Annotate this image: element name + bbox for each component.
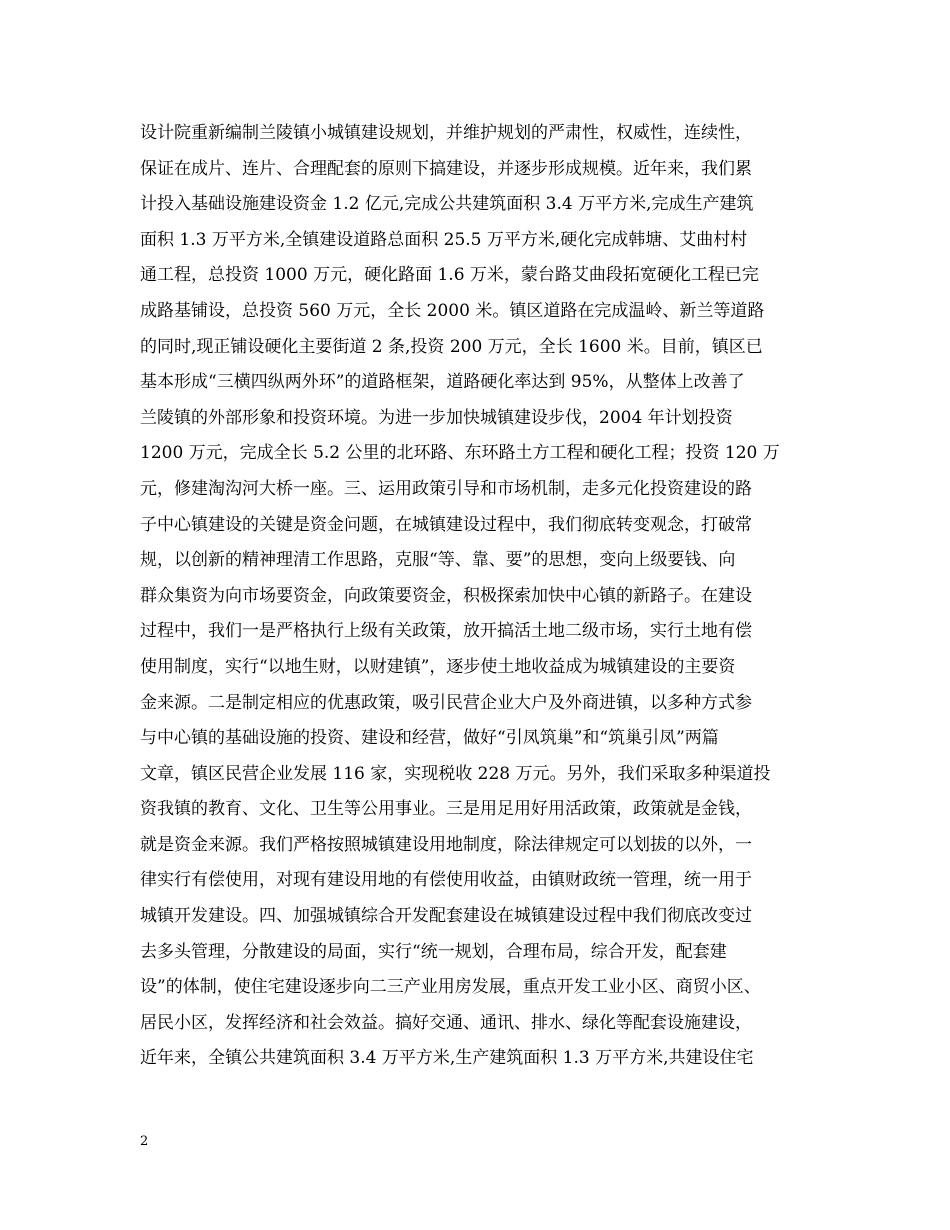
- text-line: 居民小区，发挥经济和社会效益。搞好交通、通讯、排水、绿化等配套设施建设，: [140, 1012, 752, 1033]
- text-line: 规，以创新的精神理清工作思路，克服“等、靠、要”的思想，变向上级要钱、向: [140, 550, 736, 571]
- text-line: 面积 1.3 万平方米,全镇建设道路总面积 25.5 万平方米,硬化完成韩塘、艾曲村村: [140, 229, 748, 250]
- text-line: 金来源。二是制定相应的优惠政策，吸引民营企业大户及外商进镇，以多种方式参: [140, 692, 752, 713]
- text-line: 律实行有偿使用，对现有建设用地的有偿使用收益，由镇财政统一管理，统一用于: [140, 870, 752, 891]
- text-line: 过程中，我们一是严格执行上级有关政策，放开搞活土地二级市场，实行土地有偿: [140, 621, 752, 642]
- text-line: 设计院重新编制兰陵镇小城镇建设规划，并维护规划的严肃性，权威性，连续性，: [140, 123, 752, 143]
- text-line: 设”的体制，使住宅建设逐步向二三产业用房发展，重点开发工业小区、商贸小区、: [140, 977, 761, 998]
- text-line: 使用制度，实行“以地生财，以财建镇”，逐步使土地收益成为城镇建设的主要资: [140, 656, 736, 677]
- text-line: 城镇开发建设。四、加强城镇综合开发配套建设在城镇建设过程中我们彻底改变过: [140, 906, 752, 927]
- page-number: 2: [140, 1134, 149, 1149]
- text-line: 资我镇的教育、文化、卫生等公用事业。三是用足用好用活政策，政策就是金钱，: [140, 799, 752, 820]
- text-line: 就是资金来源。我们严格按照城镇建设用地制度，除法律规定可以划拔的以外，一: [140, 834, 752, 855]
- body-text: [140, 116, 820, 1077]
- text-line: 去多头管理，分散建设的局面，实行“统一规划，合理布局，综合开发，配套建: [140, 941, 727, 962]
- text-line: 计投入基础设施建设资金 1.2 亿元,完成公共建筑面积 3.4 万平方米,完成生产建筑: [140, 194, 754, 215]
- text-line: 的同时,现正铺设硬化主要街道 2 条,投资 200 万元，全长 1600 米。目前，镇区已: [140, 336, 763, 357]
- text-line: 基本形成“三横四纵两外环”的道路框架，道路硬化率达到 95%，从整体上改善了: [140, 372, 745, 393]
- text-line: 元，修建淘沟河大桥一座。三、运用政策引导和市场机制，走多元化投资建设的路: [140, 478, 752, 499]
- text-line: 1200 万元，完成全长 5.2 公里的北环路、东环路土方工程和硬化工程；投资 120 万: [140, 443, 780, 464]
- text-line: 兰陵镇的外部形象和投资环境。为进一步加快城镇建设步伐，2004 年计划投资: [140, 407, 733, 428]
- text-line: 群众集资为向市场要资金，向政策要资金，积极探索加快中心镇的新路子。在建设: [140, 585, 752, 606]
- text-line: 成路基铺设，总投资 560 万元，全长 2000 米。镇区道路在完成温岭、新兰等道路: [140, 300, 765, 321]
- text-line: 子中心镇建设的关键是资金问题，在城镇建设过程中，我们彻底转变观念，打破常: [140, 514, 752, 535]
- text-line: 保证在成片、连片、合理配套的原则下搞建设，并逐步形成规模。近年来，我们累: [140, 158, 752, 179]
- text-line: 文章，镇区民营企业发展 116 家，实现税收 228 万元。另外，我们采取多种渠道投: [140, 763, 771, 784]
- text-line: 通工程，总投资 1000 万元，硬化路面 1.6 万米，蒙台路艾曲段拓宽硬化工程已完: [140, 265, 759, 286]
- text-line: 与中心镇的基础设施的投资、建设和经营，做好“引凤筑巢”和“筑巢引凤”两篇: [140, 728, 719, 749]
- text-line: 近年来，全镇公共建筑面积 3.4 万平方米,生产建筑面积 1.3 万平方米,共建设住宅: [140, 1048, 754, 1069]
